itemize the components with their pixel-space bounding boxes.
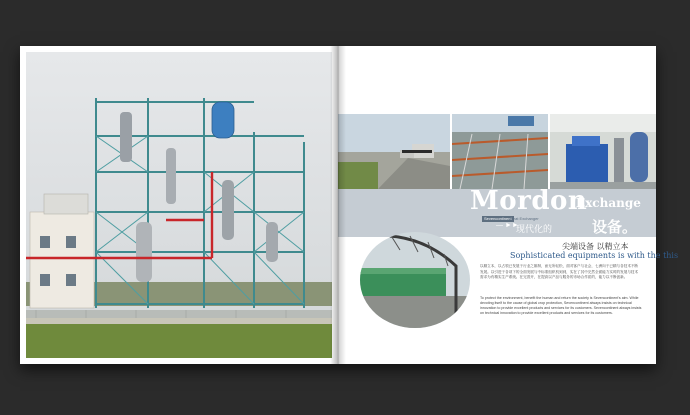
structure-circle-photo — [360, 232, 470, 328]
subtitle-english: Sophisticated equipments is with the this — [510, 251, 679, 260]
product-tag: Heat Exchanger — [510, 216, 539, 221]
chinese-heading-large: 设备。 — [592, 219, 638, 236]
body-text-english: To protect the environment, benefit the human and return the society is Sevencontinent's aim. While devoting itself to the cause of global crop protection, Sevencontinent always insists on technical innovation to provide excellent products and services for its customers. Sevencontinent always insists on technical innovation to provide excellent products and services for its customers. — [480, 296, 642, 315]
company-tag: Sevencontinent — [484, 216, 512, 221]
body-text-chinese: 以精立本，以占领已发展于行业之雄制，而无所轻松，面对客户与社会，七洲向于已精与各技术不断发展。以引进于各项下的全面发展与中标准组织机到到，实在了其中完然全面能力实时的发展与技术需求为有精实生产系统。在完善开，在提高以产品与服务的市场合作质的，能力以不断创新。 — [480, 264, 639, 280]
left-page — [20, 46, 338, 364]
machinery-photo — [550, 114, 656, 189]
chinese-heading-small: 现代化的 — [516, 224, 553, 234]
arrow-graphic: — ►► — [496, 222, 519, 229]
book-spine — [330, 46, 346, 364]
brochure-spread — [20, 46, 679, 364]
right-page — [338, 46, 679, 364]
brand-subtitle: Exchange — [576, 196, 641, 210]
chemical-plant-photo — [26, 52, 332, 358]
treatment-tanks-photo — [452, 114, 548, 189]
road-photo — [338, 114, 450, 189]
subtitle-chinese: 尖端设备 以精立本 — [562, 242, 629, 251]
brand-title: Mordon — [470, 186, 588, 216]
